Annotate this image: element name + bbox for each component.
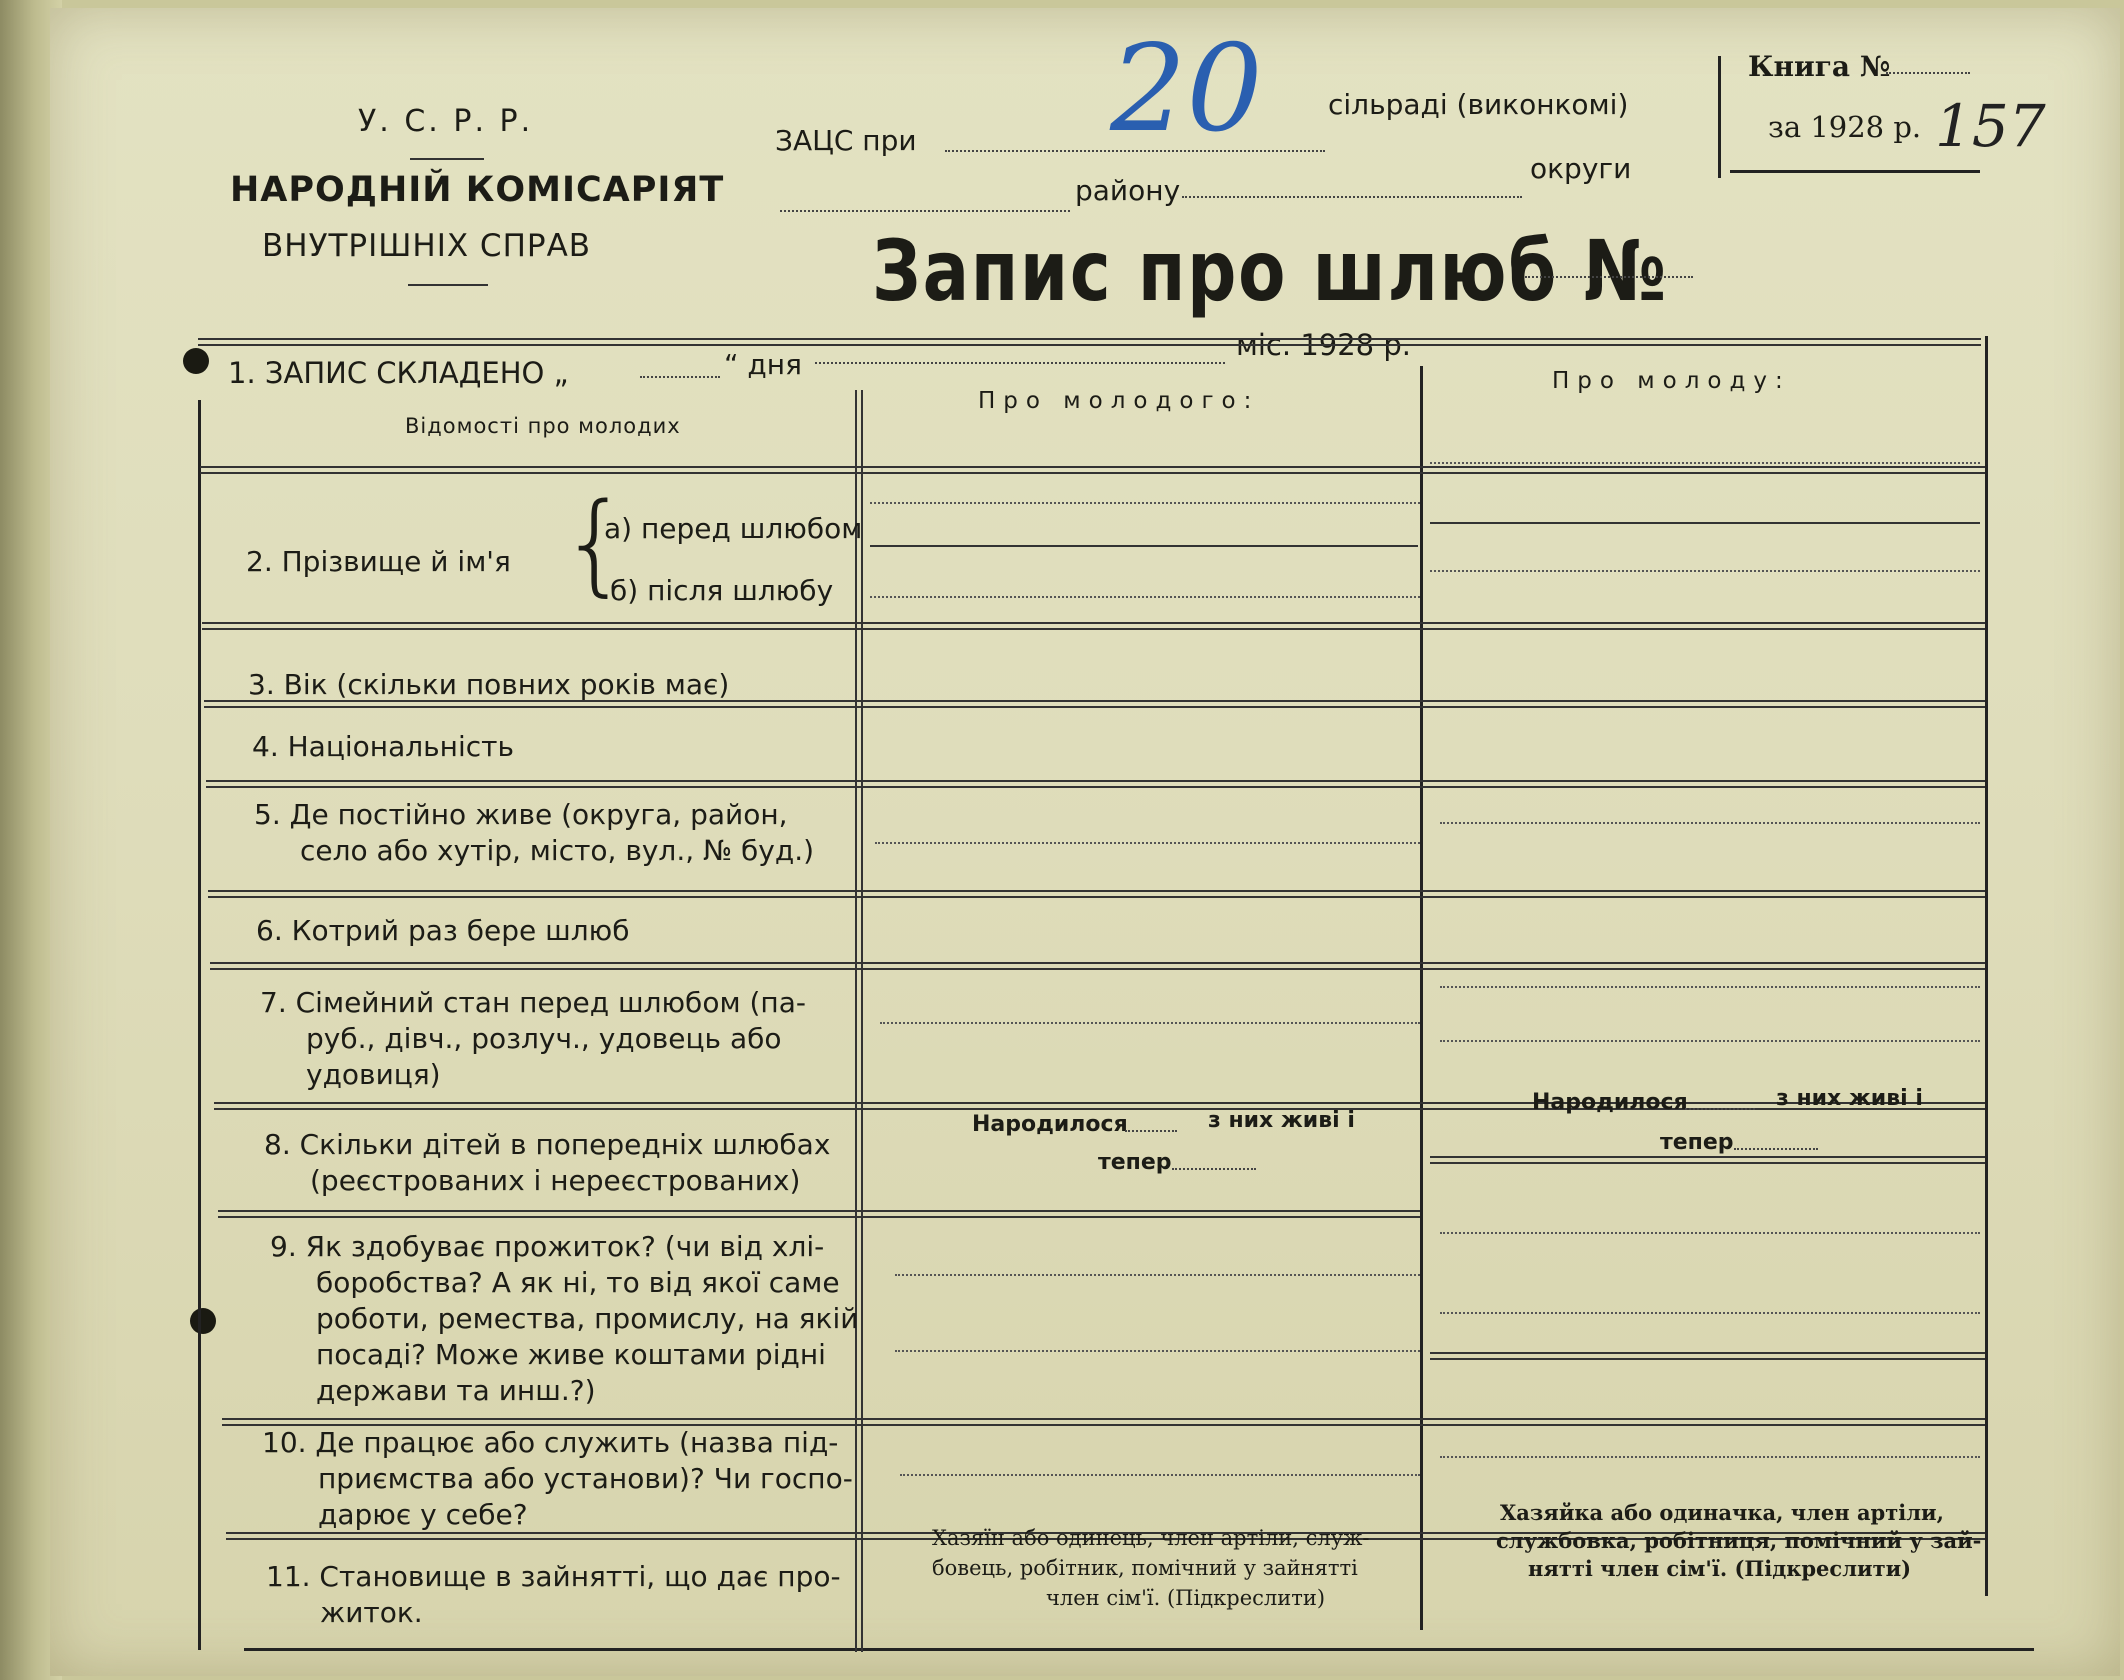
row-separator [208, 890, 1985, 898]
groom-position-2: бовець, робітник, помічний у зайнятті [932, 1556, 1358, 1580]
entry-line [1440, 822, 1980, 824]
record-prefix: 1. ЗАПИС СКЛАДЕНО „ [228, 356, 569, 390]
table-left-border [198, 400, 201, 1650]
groom-now-blank [1172, 1168, 1256, 1170]
divider [410, 158, 484, 160]
row-marriage-count-label: 6. Котрий раз бере шлюб [256, 914, 630, 947]
column-divider-1 [855, 390, 863, 1652]
entry-line [870, 596, 1420, 598]
record-month-year: міс. 1928 р. [1236, 328, 1411, 362]
entry-line [1440, 1232, 1980, 1234]
row-separator [222, 1418, 1985, 1426]
record-month-blank [815, 362, 1225, 364]
entry-line [895, 1350, 1420, 1352]
okrug-blank [1182, 196, 1522, 198]
entry-line [1430, 462, 1980, 464]
row-position-label-2: житок. [320, 1596, 423, 1629]
commissariat-subtitle: ВНУТРІШНІХ СПРАВ [262, 228, 592, 264]
entry-line [870, 545, 1418, 547]
row-separator [218, 1210, 1420, 1218]
row-marital-label-2: руб., дівч., розлуч., удовець або [306, 1022, 782, 1055]
row-separator [202, 622, 1985, 630]
row-name-sub-a: а) перед шлюбом [604, 512, 863, 545]
divider [408, 284, 488, 286]
book-handwritten: 157 [1935, 92, 2046, 160]
book-label: Книга № [1748, 50, 1891, 83]
book-box-border [1718, 56, 1721, 178]
row-children-label-1: 8. Скільки дітей в попередніх шлюбах [264, 1128, 831, 1161]
groom-position-3: член сім'ї. (Підкреслити) [1046, 1586, 1326, 1610]
entry-line [1440, 986, 1980, 988]
header-separator [200, 466, 1985, 474]
entry-line [895, 1274, 1420, 1276]
entry-line [880, 1022, 1420, 1024]
zags-handwritten: 20 [1110, 20, 1263, 159]
commissariat-title: НАРОДНІЙ КОМІСАРІЯТ [230, 170, 725, 210]
row-residence-label-1: 5. Де постійно живе (округа, район, [254, 798, 788, 831]
record-quote: “ дня [724, 348, 802, 381]
row-separator [206, 780, 1985, 788]
row-workplace-label-3: дарює у себе? [318, 1498, 528, 1531]
groom-position-1: Хазяїн або одинець, член артіли, служ- [932, 1526, 1370, 1550]
row-children-label-2: (реєстрованих і нереєстрованих) [310, 1164, 801, 1197]
row-name-sub-b: б) після шлюбу [610, 574, 834, 607]
row-separator [204, 700, 1985, 708]
entry-line [1430, 570, 1980, 572]
bride-born-label: Народилося [1532, 1090, 1688, 1115]
row-income-label-1: 9. Як здобуває прожиток? (чи від хлі- [270, 1230, 825, 1263]
col-header-bride: Про молоду: [1552, 368, 1791, 394]
entry-line [870, 502, 1420, 504]
column-divider-2 [1420, 366, 1423, 1630]
bride-born-blank [1685, 1108, 1755, 1110]
district-blank [780, 210, 1070, 212]
table-top-border [198, 338, 1981, 346]
entry-line [1440, 1040, 1980, 1042]
brace-icon: { [560, 479, 630, 607]
village-council-label: сільраді (виконкомі) [1328, 88, 1629, 121]
binder-hole [183, 348, 209, 374]
row-separator [210, 962, 1985, 970]
record-day-blank [640, 376, 720, 378]
entry-line [900, 1474, 1420, 1476]
row-residence-label-2: село або хутір, місто, вул., № буд.) [300, 834, 815, 867]
entry-line [1440, 1312, 1980, 1314]
bride-position-1: Хазяйка або одиначка, член артіли, [1500, 1500, 1944, 1525]
row-income-label-4: посаді? Може живе коштами рідні [316, 1338, 826, 1371]
row-workplace-label-2: приємства або установи)? Чи госпо- [318, 1462, 853, 1495]
row-position-label-1: 11. Становище в зайнятті, що дає про- [266, 1560, 841, 1593]
row-name-label: 2. Прізвище й ім'я [246, 545, 511, 578]
row-nationality-label: 4. Національність [252, 730, 514, 763]
row-workplace-label-1: 10. Де працює або служить (назва під- [262, 1426, 839, 1459]
ussr-label: У. С. Р. Р. [358, 104, 534, 139]
row-marital-label-3: удовиця) [306, 1058, 441, 1091]
row-income-label-5: держави та инш.?) [316, 1374, 596, 1407]
bride-position-3: нятті член сім'ї. (Підкреслити) [1528, 1556, 1912, 1581]
book-box-border [1730, 170, 1980, 173]
district-label: району [1075, 174, 1181, 207]
groom-alive-label: з них живі і [1208, 1108, 1355, 1133]
row-income-label-2: боробства? А як ні, то від якої саме [316, 1266, 840, 1299]
entry-line [875, 842, 1420, 844]
col-header-info: Відомості про молодих [405, 414, 681, 438]
zags-prefix: ЗАЦС при [775, 124, 917, 157]
col-header-groom: Про молодого: [978, 388, 1260, 414]
table-bottom-border [244, 1648, 2034, 1651]
row-marital-label-1: 7. Сімейний стан перед шлюбом (па- [260, 986, 806, 1019]
groom-born-blank [1125, 1130, 1177, 1132]
title-number-blank [1525, 276, 1693, 278]
entry-line [1440, 1456, 1980, 1458]
row-age-label: 3. Вік (скільки повних років має) [248, 668, 730, 701]
entry-line [1430, 522, 1980, 524]
table-right-border [1985, 336, 1988, 1596]
bride-now-blank [1734, 1148, 1818, 1150]
okrug-label: округи [1530, 152, 1632, 185]
year-label: за 1928 р. [1768, 110, 1922, 144]
row-separator [1430, 1352, 1985, 1360]
row-separator [1430, 1156, 1985, 1164]
row-income-label-3: роботи, ремества, промислу, на якій [316, 1302, 859, 1335]
bride-alive-label: з них живі і [1776, 1086, 1923, 1111]
bride-now-label: тепер [1660, 1130, 1734, 1155]
bride-position-2: службовка, робітниця, помічний у зай- [1496, 1528, 1982, 1553]
groom-now-label: тепер [1098, 1150, 1172, 1175]
page-title: Запис про шлюб № [872, 222, 1669, 320]
book-blank [1886, 72, 1970, 74]
binder-hole [190, 1308, 216, 1334]
groom-born-label: Народилося [972, 1112, 1128, 1137]
